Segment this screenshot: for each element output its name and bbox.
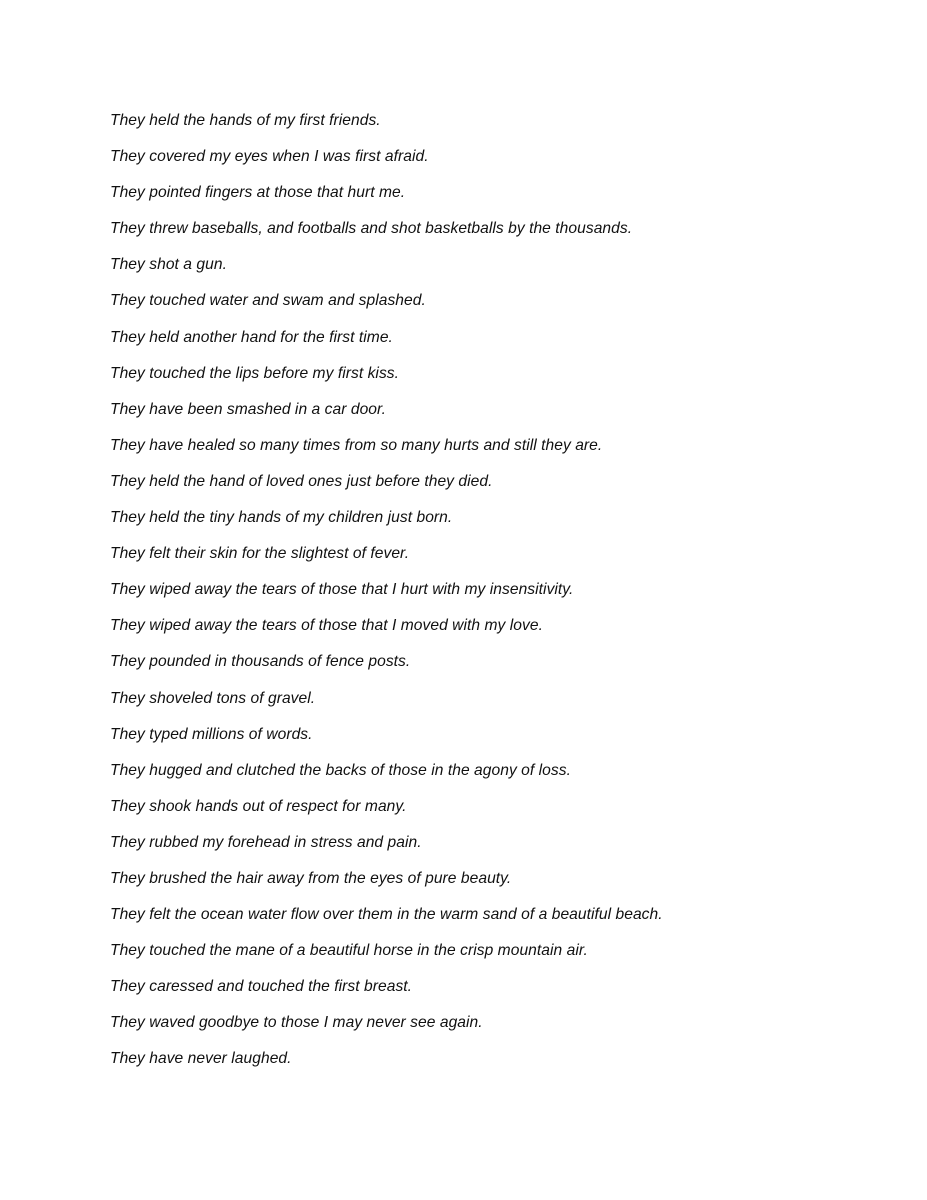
poem-line: They held the tiny hands of my children just born. [110,509,453,527]
poem-line: They typed millions of words. [110,725,313,743]
poem-line: They felt their skin for the slightest of fever. [110,545,410,563]
poem-line: They have healed so many times from so many hurts and still they are. [110,436,603,454]
poem-body [110,111,890,1086]
poem-line: They hugged and clutched the backs of those in the agony of loss. [110,761,571,779]
poem-line: They have never laughed. [110,1050,292,1068]
poem-line: They rubbed my forehead in stress and pain. [110,833,422,851]
poem-line: They held another hand for the first time. [110,328,393,346]
poem-line: They caressed and touched the first breast. [110,978,413,996]
poem-line: They shot a gun. [110,256,227,274]
poem-line: They felt the ocean water flow over them in the warm sand of a beautiful beach. [110,906,663,924]
poem-line: They shook hands out of respect for many. [110,797,407,815]
poem-line: They threw baseballs, and footballs and shot basketballs by the thousands. [110,220,633,238]
poem-line: They wiped away the tears of those that I hurt with my insensitivity. [110,581,574,599]
poem-line: They waved goodbye to those I may never see again. [110,1014,483,1032]
poem-line: They covered my eyes when I was first afraid. [110,148,429,166]
poem-line: They touched the mane of a beautiful horse in the crisp mountain air. [110,942,588,960]
poem-line: They touched the lips before my first kiss. [110,364,400,382]
poem-line: They pointed fingers at those that hurt me. [110,184,406,202]
poem-line: They brushed the hair away from the eyes of pure beauty. [110,869,512,887]
poem-line: They wiped away the tears of those that I moved with my love. [110,617,543,635]
poem-line: They have been smashed in a car door. [110,400,387,418]
poem-line: They shoveled tons of gravel. [110,689,316,707]
poem-line: They touched water and swam and splashed. [110,292,426,310]
poem-line: They pounded in thousands of fence posts. [110,653,411,671]
poem-line: They held the hands of my first friends. [110,112,381,129]
poem-line: They held the hand of loved ones just before they died. [110,472,493,490]
